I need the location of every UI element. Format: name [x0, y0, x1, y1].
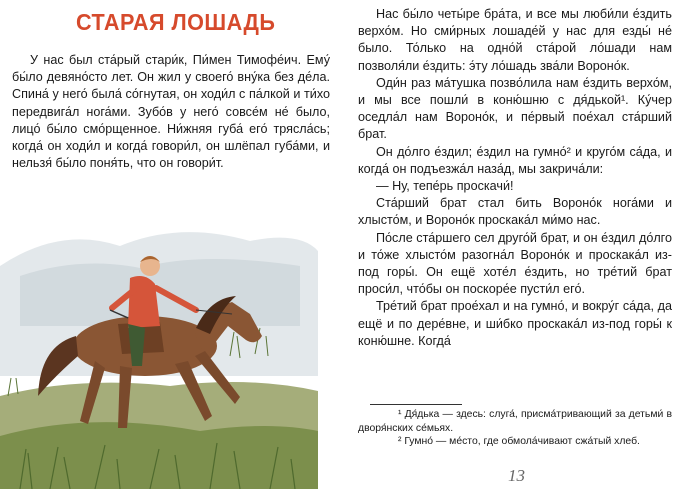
footnote: ² Гумно́ — ме́сто, где обмола́чивают сжа́тый хлеб. — [398, 436, 640, 448]
footnotes — [358, 408, 672, 449]
paragraph: Оди́н раз ма́тушка позво́лила нам е́здить верхо́м, и мы все пошли́ в коню́шню с дя́дькой¹. Ку́чер оседла́л нам Вороно́к, и пе́рвый пое́хал ста́рший брат. — [358, 75, 672, 142]
page-number: 13 — [508, 466, 525, 485]
paragraph: Тре́тий брат прое́хал и на гумно́, и вокру́г са́да, да ещё и по дере́вне, и ши́бко проскака́л из-под горы́ к коню́шне. Когда́ — [358, 299, 672, 348]
paragraph: У нас был ста́рый стари́к, Пи́мен Тимофе́ич. Ему́ бы́ло девяно́сто лет. Он жил у своего́ вну́ка без де́ла. Спина́ у него́ была́ со́гнутая, он ходи́л с па́лкой и ти́хо передвига́л нога́ми. Зубо́в у него́ совсе́м не́ было, лицо́ бы́ло смо́рщенное. Ни́жняя губа́ его́ трясла́сь; когда́ он ходи́л и когда́ говори́л, он шлёпал губа́ми, и нельзя́ бы́ло поня́ть, что он говори́т. — [12, 53, 330, 171]
footnote: ¹ Дя́дька — здесь: слуга́, присма́тривающий за детьми́ в дворя́нских се́мьях. — [358, 409, 672, 434]
paragraph: Нас бы́ло четы́ре бра́та, и все мы люби́ли е́здить верхо́м. Но сми́рных лошаде́й у нас для езды́ не́ было. То́лько на одно́й ста́рой ло́шади нам позволя́ли е́здить: э́ту ло́шадь зва́ли Вороно́к. — [358, 7, 672, 73]
paragraph: — Ну, тепе́рь проскачи́! — [376, 179, 514, 194]
footnote-divider — [370, 404, 462, 405]
boy-riding-horse-illustration — [0, 206, 318, 489]
paragraph: Ста́рший брат стал бить Вороно́к нога́ми и хлысто́м, и Вороно́к проскака́л ми́мо нас. — [358, 196, 672, 228]
paragraph: По́сле ста́ршего сел друго́й брат, и он е́здил до́лго и то́же хлысто́м разогна́л Вороно́к и проскака́л из-под горы́. Он ещё хоте́л е́здить, но тре́тий брат проси́л, что́бы он поскоре́е пусти́л его́. — [358, 230, 672, 297]
page-title: СТАРАЯ ЛОШАДЬ — [76, 9, 276, 35]
right-column-text — [358, 6, 672, 350]
paragraph: Он до́лго е́здил; е́здил на гумно́² и круго́м са́да, и когда́ он подъезжа́л наза́д, мы закрича́ли: — [358, 144, 672, 176]
left-column-text — [12, 52, 330, 172]
